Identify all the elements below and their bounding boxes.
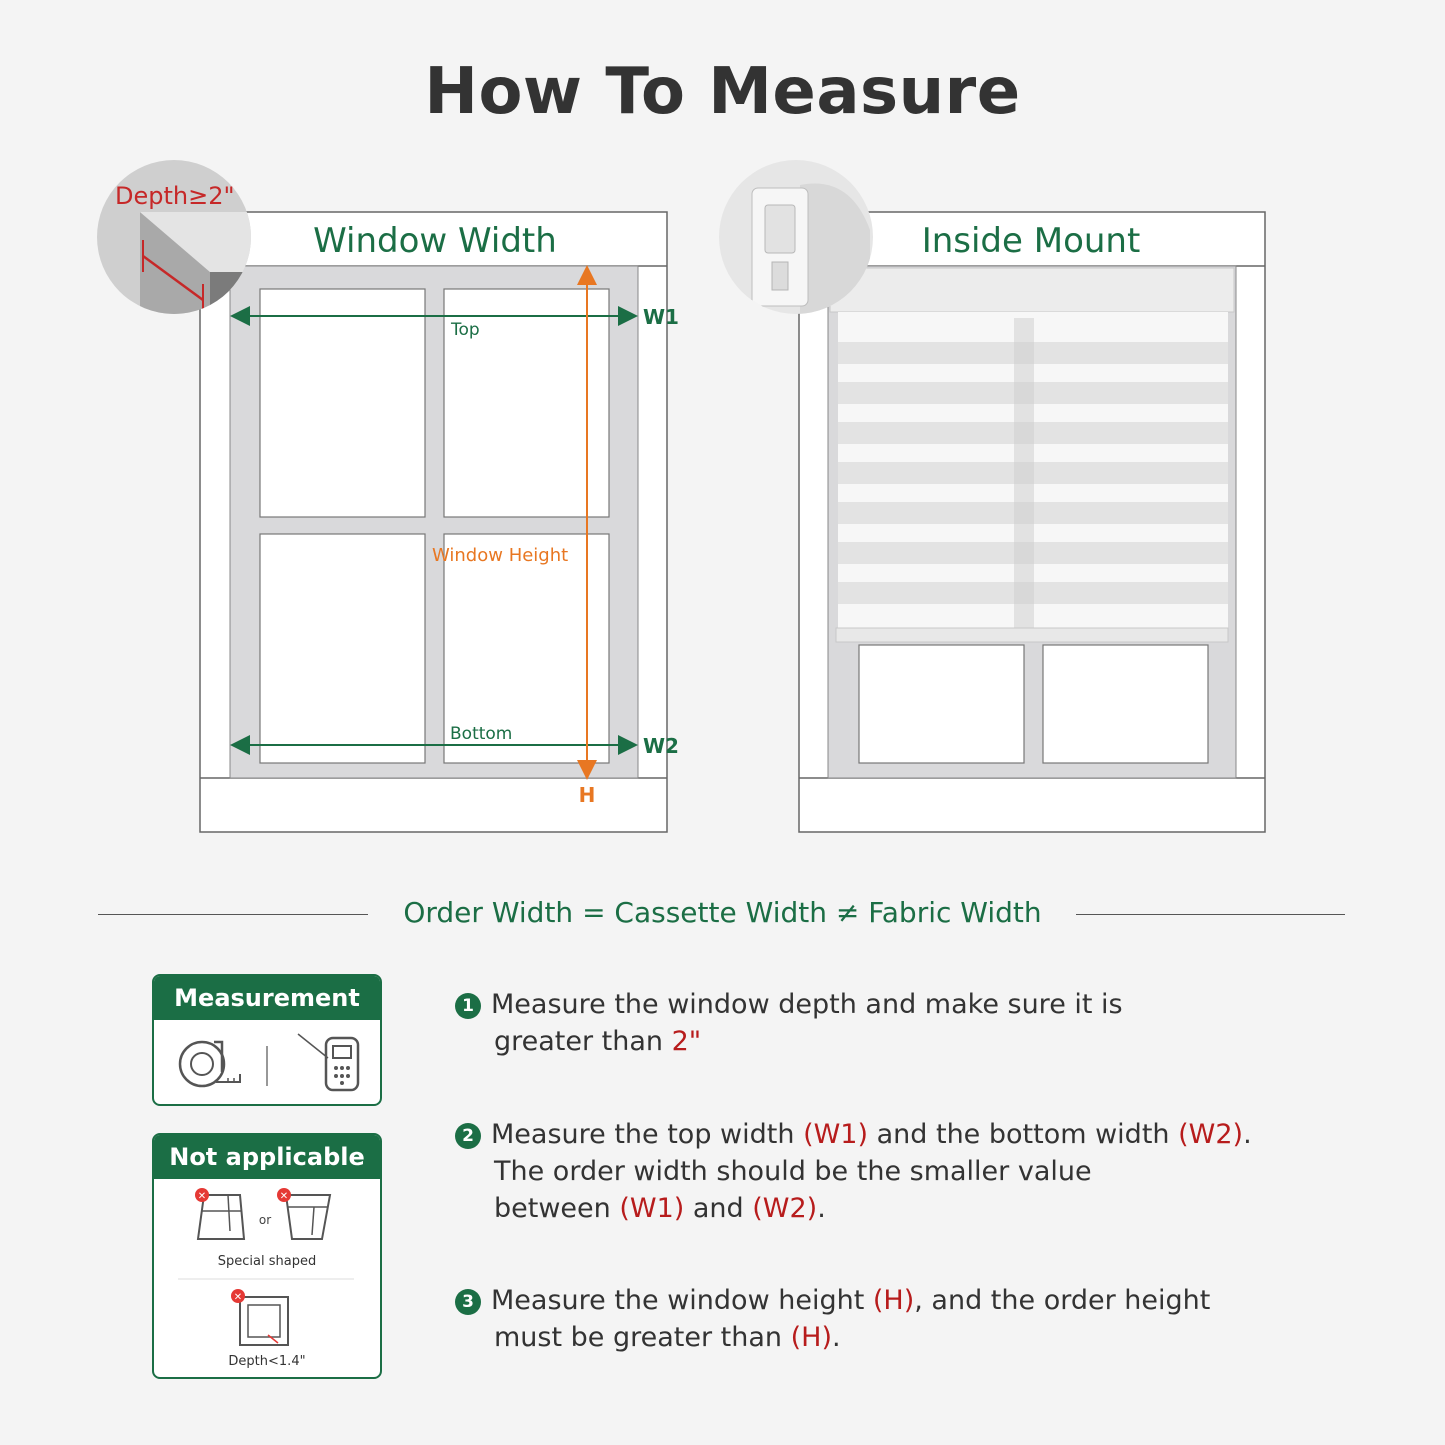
window-pane — [260, 289, 425, 517]
step-text: Measure the window depth and make sure it is — [491, 989, 1123, 1020]
divider-right — [1076, 914, 1345, 915]
step-text: Measure the window height — [491, 1285, 873, 1316]
special-shaped-window-icon — [277, 1188, 330, 1239]
cassette — [830, 268, 1234, 312]
window-width-diagram — [0, 150, 720, 850]
w2-label: W2 — [643, 734, 679, 758]
top-label: Top — [451, 320, 480, 340]
step-highlight: (H) — [790, 1322, 832, 1353]
w1-label: W1 — [643, 305, 679, 329]
not-applicable-card-title: Not applicable — [154, 1135, 380, 1179]
step-text: and — [684, 1193, 753, 1224]
step-text: greater than — [494, 1026, 672, 1057]
step-2 — [455, 1116, 1355, 1227]
svg-text:✕: ✕ — [279, 1191, 289, 1202]
depth-limit-label: Depth<1.4" — [228, 1354, 306, 1369]
window-pane — [260, 534, 425, 763]
step-3 — [455, 1282, 1355, 1356]
step-number: 1 — [455, 993, 481, 1019]
tape-measure-icon — [180, 1042, 240, 1086]
step-highlight: 2" — [671, 1026, 702, 1057]
measurement-tools — [154, 1020, 380, 1104]
window-pane — [859, 645, 1024, 763]
svg-text:✕: ✕ — [233, 1292, 243, 1303]
not-applicable-card — [152, 1133, 382, 1379]
laser-meter-icon — [298, 1034, 358, 1090]
depth-label: Depth≥2" — [115, 182, 235, 210]
svg-text:✕: ✕ — [197, 1191, 207, 1202]
or-label: or — [258, 1213, 272, 1227]
step-highlight: (W2) — [752, 1193, 818, 1224]
bottom-label: Bottom — [450, 724, 513, 744]
step-text: , and the order height — [914, 1285, 1211, 1316]
special-shaped-window-icon — [195, 1188, 244, 1239]
not-applicable-examples — [154, 1179, 380, 1375]
h-label: H — [578, 783, 596, 807]
step-highlight: (W1) — [619, 1193, 685, 1224]
divider-left — [98, 914, 368, 915]
step-1 — [455, 986, 1355, 1060]
measurement-card-title: Measurement — [154, 976, 380, 1020]
step-text: . — [1243, 1119, 1252, 1150]
step-text: and the bottom width — [868, 1119, 1179, 1150]
step-highlight: (H) — [872, 1285, 915, 1316]
step-text: . — [831, 1322, 841, 1353]
inside-mount-diagram — [700, 150, 1320, 850]
measurement-card — [152, 974, 382, 1106]
window-width-header: Window Width — [313, 221, 557, 261]
shallow-depth-window-icon — [231, 1289, 288, 1345]
window-pane — [1043, 645, 1208, 763]
special-shaped-label: Special shaped — [217, 1254, 317, 1269]
step-highlight: (W2) — [1178, 1119, 1244, 1150]
step-text: . — [817, 1193, 826, 1224]
step-highlight: (W1) — [803, 1119, 869, 1150]
inside-mount-header: Inside Mount — [921, 221, 1141, 261]
step-number: 3 — [455, 1289, 481, 1315]
bottom-rail — [836, 628, 1228, 642]
page-title: How To Measure — [424, 55, 1021, 129]
step-text: The order width should be the smaller value — [494, 1156, 1092, 1187]
step-number: 2 — [455, 1123, 481, 1149]
step-text: Measure the top width — [491, 1119, 804, 1150]
step-text: between — [494, 1193, 620, 1224]
window-height-label: Window Height — [432, 545, 569, 566]
order-width-formula: Order Width = Cassette Width ≠ Fabric Width — [403, 896, 1042, 929]
step-text: must be greater than — [494, 1322, 791, 1353]
